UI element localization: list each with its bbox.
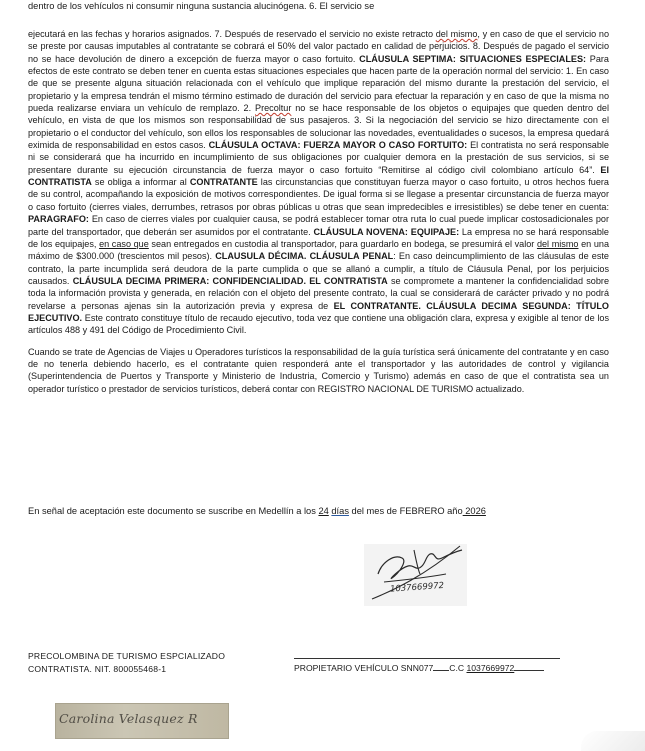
text-run: : En caso deincumplimiento de las cláusulas de este contrato, la parte incumplida será deudora de la parte cumplida o que se allanó a cumplir, a título de Cláusula Penal, por los perjuicios causados. (28, 251, 609, 286)
text-run: Este contrato constituye título de recaudo ejecutivo, toda vez que contiene una obligación clara, expresa y exigible al tenor de los artículos 488 y 491 del Código de Procedimiento Civil. (28, 312, 609, 336)
clause-heading-decima-primera: CLÁUSULA DECIMA PRIMERA: CONFIDENCIALIDAD. EL CONTRATISTA (72, 275, 388, 286)
signature-stamp-image (55, 703, 229, 739)
text-run: En señal de aceptación este documento se suscribe en Medellín a los (28, 506, 319, 516)
text-run: El contratista no será responsable ni se considerará que ha incurrido en incumplimiento de sus obligaciones por cualquier demora en la prestación de sus servicios, si se presentare durante su ejecución circunstancia de fuerza mayor o caso fortuito “Remitirse al código civil colombiano artículo 64”. (28, 140, 609, 175)
stamp-signature-text: Carolina Velasquez R (59, 711, 198, 726)
text-run-underlined: del mismo (435, 29, 478, 39)
text-run: se obliga a informar al (91, 177, 190, 188)
text-run: La empresa no se hará responsable de los equipajes, (28, 226, 609, 249)
text-run: en una máximo de $300.000 (trescientos mil pesos). (28, 238, 609, 262)
clause-heading-septima: CLÁUSULA SEPTIMA: SITUACIONES ESPECIALES: (359, 53, 587, 64)
tourism-paragraph: Cuando se trate de Agencias de Viajes u Operadores turísticos la responsabilidad de la guía turística será únicamente del contratante y en caso de no tenerla debiendo hacerlo, es el contratante quien responderá ante el transportador y las autoridades de control y vigilancia (Superintendencia de Puertos y Transporte y Ministerio de Industria, Comercio y Turismo) además en caso de que el contratista sea un operador turístico o prestador de servicios turísticos, deberá contar con REGISTRO NACIONAL DE TURISMO actualizado. (28, 346, 609, 394)
clause-heading-decima-segunda: EL CONTRATANTE. CLÁUSULA DECIMA SEGUNDA: TÍTULO EJECUTIVO. (28, 300, 609, 323)
contractor-block (28, 650, 268, 675)
cc-prefix: C.C (449, 663, 465, 673)
text-run: se compromete a mantener la confidencialidad sobre toda la información provista y generada, en relación con el objeto del presente contrato, la cual se considerará de carácter privado y no podrá revelarse a personas ajenas sin la autorización previa y expresa de (28, 275, 609, 311)
previous-page-line: dentro de los vehículos ni consumir ninguna sustancia alucinógena. 6. El servicio se (28, 1, 375, 11)
cc-number: 1037669972 (466, 663, 515, 673)
text-run-spellcheck: Precoltur (255, 103, 292, 114)
clause-heading-novena: CLÁUSULA NOVENA: EQUIPAJE: (313, 226, 460, 237)
clauses-paragraph (28, 28, 609, 337)
signing-dias: días (331, 506, 349, 516)
clause-heading-octava: CLÁUSULA OCTAVA: FUERZA MAYOR O CASO FORTUITO: (208, 140, 468, 151)
bold-term: El CONTRATISTA (28, 164, 609, 188)
text-run-underlined: del mismo (536, 238, 579, 249)
text-run: sean entregados en custodia al transportador, para guardarlo en bodega, se presumirá el valor (148, 238, 537, 249)
contractor-nit: CONTRATISTA. NIT. 800055468-1 (28, 663, 167, 674)
signature-id-text: 1037669972 (389, 580, 445, 595)
text-run: ejecutará en las fechas y horarios asignados. 7. Después de reservado el servicio no existe retracto (28, 29, 436, 39)
handwritten-signature (364, 544, 467, 606)
text-run-underlined: en caso que (99, 238, 149, 249)
company-name: PRECOLOMBINA DE TURISMO ESPCIALIZADO (28, 651, 226, 661)
page-corner-shadow (581, 731, 645, 751)
signature-scrawl-icon (364, 544, 467, 606)
text-run: no se hace responsable de los objetos o equipajes que queden dentro del vehículo, en vista de que los mismos son responsabilidad de sus pasajeros. 3. Si la negociación del servicio se hizo directamente con el propietario o el conductor del vehículo, son ellos los responsables de solucionar las novedades, eventualidades o sucesos, la empresa quedará eximida de responsabilidad en estos casos. (28, 103, 609, 151)
text-run: del mes de FEBRERO año (348, 506, 463, 516)
text-run: , y en caso de que el servicio no se preste por causas imputables al contratante se cobrará el 50% del valor pactado en calidad de perjuicios. 8. Después de pagado el servicio no se hace devolución de dinero a excepción de fuerza mayor o caso fortuito. (28, 29, 610, 64)
signing-year: 2026 (462, 506, 486, 516)
owner-label: PROPIETARIO VEHÍCULO SNN077 (294, 663, 434, 673)
signature-line (294, 658, 560, 659)
contract-body (28, 28, 609, 395)
signing-day: 24 (318, 506, 329, 516)
acceptance-line (28, 505, 628, 517)
text-run: Para efectos de este contrato se deben tener en cuenta estas situaciones especiales que hacen parte de la operación normal del servicio: 1. En caso de que se presente alguna situación relacionada con el vehículo que implique reparación del mismo durante la prestación del servicio, el propietario y la empresa tendrán el mismo término estimado de duración del servicio para efectuar la reparación y en caso de que la misma no pueda realizarse enviara un vehículo de remplazo. 2. (28, 53, 609, 114)
owner-block (294, 662, 594, 674)
text-run: las circunstancias que constituyan fuerza mayor o caso fortuito, u otros hechos fuera de su control, acompañando la exposición de motivos correspondientes. De igual forma si se llegase a presentar circunstancia de fuerza mayor o caso fortuito (cierres viales, derrumbes, retrasos por obras públicas u otras que sean impredecibles e irresistibles) se debe tener en cuenta: (28, 177, 609, 212)
text-run: En caso de cierres viales por cualquier causa, se podrá establecer tomar otra ruta lo cual puede implicar costosadicionales por parte del transportador, que deberán ser asumidos por el contratante. (28, 214, 609, 237)
bold-term: CONTRATANTE (189, 177, 258, 188)
clause-heading-paragrafo: PARAGRAFO: (28, 214, 89, 225)
clause-heading-decima: CLAUSULA DÉCIMA. CLÁUSULA PENAL (215, 251, 394, 262)
